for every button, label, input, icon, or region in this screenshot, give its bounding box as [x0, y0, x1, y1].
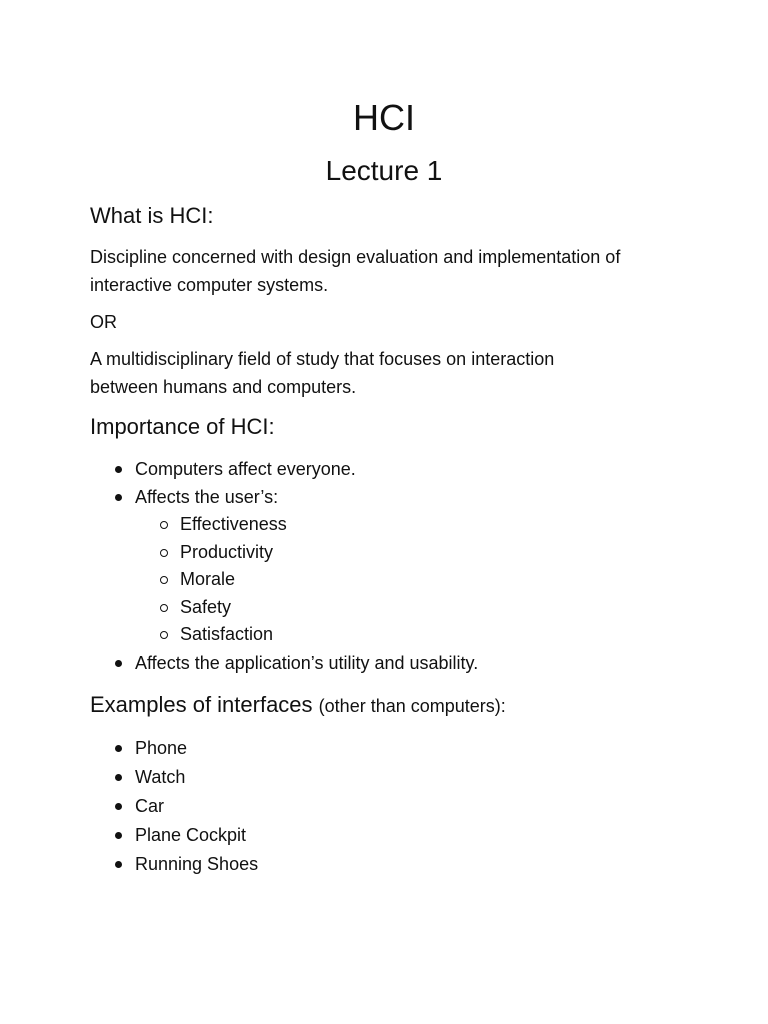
- definition-paragraph-1: [90, 243, 690, 299]
- definition-paragraph-2: [90, 345, 690, 401]
- list-item: [90, 821, 690, 850]
- section-heading-what-is-hci: What is HCI:: [90, 203, 214, 228]
- definition-2-line-1: A multidisciplinary field of study that focuses on interaction: [90, 349, 555, 369]
- or-separator: OR: [90, 312, 117, 332]
- list-item-text: Affects the user’s:: [135, 487, 279, 507]
- sub-list-item-text: Productivity: [180, 541, 274, 562]
- examples-heading-main: Examples of interfaces: [90, 691, 313, 717]
- user-effects-sublist: [135, 511, 690, 649]
- bullet-icon: [115, 861, 122, 868]
- sub-list-item: [135, 566, 690, 594]
- list-item-text: Car: [135, 795, 165, 816]
- list-item-text: Plane Cockpit: [135, 824, 247, 845]
- list-item: [90, 483, 690, 649]
- sub-list-item-text: Satisfaction: [180, 624, 274, 644]
- sub-list-item: [135, 621, 690, 649]
- sub-list-item: [135, 511, 690, 539]
- hollow-bullet-icon: [160, 549, 168, 557]
- list-item: [90, 649, 690, 677]
- document-title: HCI: [353, 97, 415, 138]
- list-item: [90, 763, 690, 792]
- list-item-text: Computers affect everyone.: [135, 459, 356, 479]
- list-item-text: Running Shoes: [135, 853, 259, 874]
- examples-list: [90, 734, 690, 879]
- list-item: [90, 850, 690, 879]
- list-item-text: Affects the application’s utility and usability.: [135, 652, 479, 673]
- sub-list-item: [135, 594, 690, 622]
- hollow-bullet-icon: [160, 631, 168, 639]
- list-item-text: Watch: [135, 766, 186, 787]
- definition-1-line-1: Discipline concerned with design evaluation and implementation of: [90, 247, 621, 267]
- sub-list-item: [135, 539, 690, 567]
- sub-list-item-text: Safety: [180, 596, 232, 617]
- bullet-icon: [115, 660, 122, 667]
- bullet-icon: [115, 494, 122, 501]
- section-heading-importance: Importance of HCI:: [90, 414, 275, 439]
- list-item: [90, 792, 690, 821]
- list-item: [90, 455, 690, 483]
- document-subtitle: Lecture 1: [325, 155, 443, 186]
- definition-2-line-2: between humans and computers.: [90, 377, 357, 397]
- hollow-bullet-icon: [160, 576, 168, 584]
- definition-1-line-2: interactive computer systems.: [90, 275, 329, 295]
- sub-list-item-text: Effectiveness: [180, 514, 287, 534]
- list-item: [90, 734, 690, 763]
- list-item-text: Phone: [135, 737, 188, 758]
- hollow-bullet-icon: [160, 604, 168, 612]
- document-content: [90, 96, 690, 879]
- bullet-icon: [115, 745, 122, 752]
- bullet-icon: [115, 803, 122, 810]
- hollow-bullet-icon: [160, 521, 168, 529]
- section-heading-examples: [90, 691, 690, 720]
- bullet-icon: [115, 466, 122, 473]
- sub-list-item-text: Morale: [180, 569, 236, 589]
- examples-heading-qualifier: (other than computers):: [318, 695, 506, 716]
- bullet-icon: [115, 832, 122, 839]
- importance-list: [90, 455, 690, 677]
- bullet-icon: [115, 774, 122, 781]
